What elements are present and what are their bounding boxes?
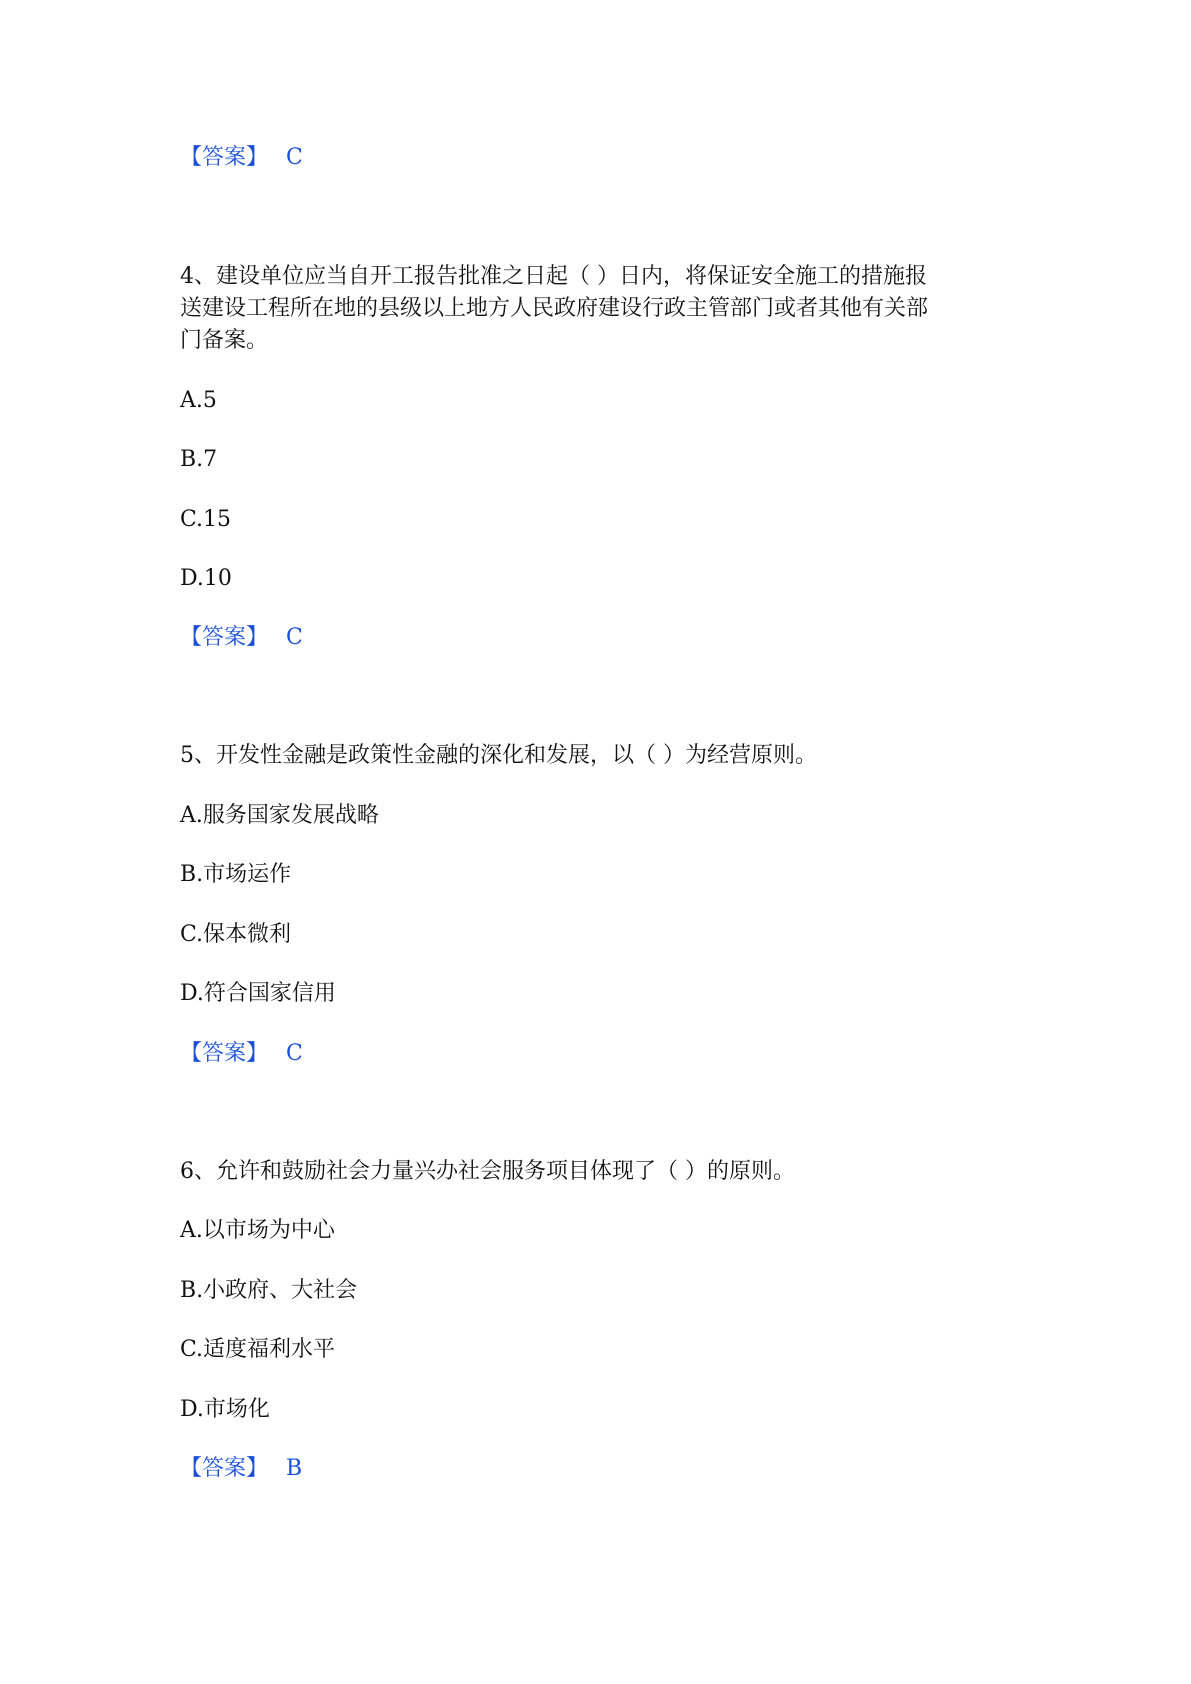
question-5-option-b: B.市场运作 xyxy=(180,862,292,887)
answer-label: 【答案】 xyxy=(180,625,269,650)
question-4-option-b: B.7 xyxy=(180,447,218,472)
question-6-answer xyxy=(180,1453,302,1485)
answer-label: 【答案】 xyxy=(180,1456,269,1481)
question-5-option-a: A.服务国家发展战略 xyxy=(180,803,379,828)
question-5-option-d: D.符合国家信用 xyxy=(180,981,336,1006)
question-4-option-c: C.15 xyxy=(180,507,232,532)
question-6-option-c: C.适度福利水平 xyxy=(180,1337,336,1362)
question-4-line-3: 门备案。 xyxy=(180,328,269,353)
question-4-option-a: A.5 xyxy=(180,388,217,413)
question-5-answer xyxy=(180,1038,303,1070)
question-4-option-d: D.10 xyxy=(180,566,232,591)
question-6-option-d: D.市场化 xyxy=(180,1397,270,1422)
question-6-option-a: A.以市场为中心 xyxy=(180,1218,335,1243)
answer-label: 【答案】 xyxy=(180,145,269,170)
question-5-text: 5、开发性金融是政策性金融的深化和发展，以（ ）为经营原则。 xyxy=(180,743,817,768)
question-4-answer xyxy=(180,622,303,654)
answer-value: B xyxy=(286,1456,303,1481)
answer-value: C xyxy=(286,1041,303,1066)
answer-line xyxy=(180,142,303,174)
question-4-line-1: 4、建设单位应当自开工报告批准之日起（ ）日内，将保证安全施工的措施报 xyxy=(180,264,927,289)
answer-value: C xyxy=(286,625,303,650)
question-6-option-b: B.小政府、大社会 xyxy=(180,1278,358,1303)
question-5-option-c: C.保本微利 xyxy=(180,922,292,947)
answer-label: 【答案】 xyxy=(180,1041,269,1066)
answer-value: C xyxy=(286,145,303,170)
question-4-line-2: 送建设工程所在地的县级以上地方人民政府建设行政主管部门或者其他有关部 xyxy=(180,296,929,321)
question-6-text: 6、允许和鼓励社会力量兴办社会服务项目体现了（ ）的原则。 xyxy=(180,1159,795,1184)
